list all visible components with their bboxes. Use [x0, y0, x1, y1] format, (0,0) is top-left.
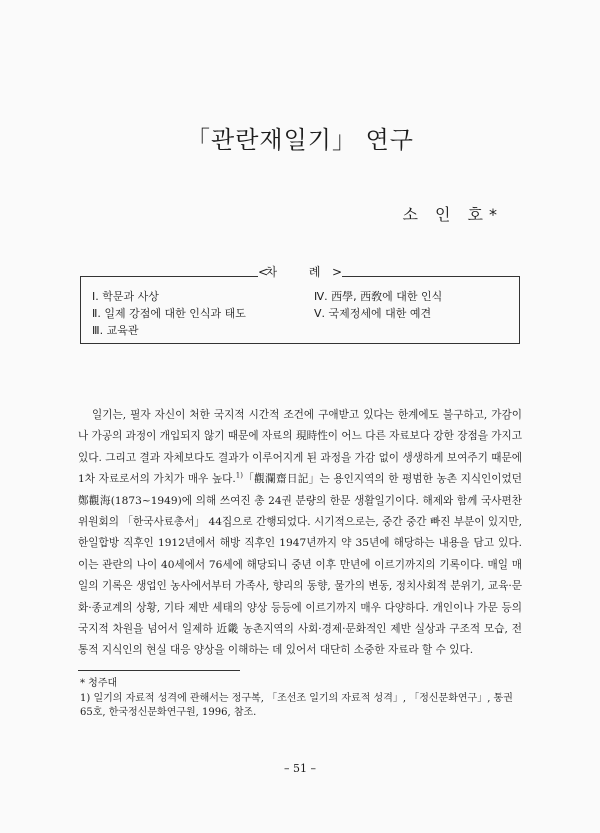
toc-item: Ⅰ. 학문과 사상 [92, 290, 159, 303]
body-text-part2: 「觀瀾齋日記」는 용인지역의 한 평범한 농촌 지식인이었던 鄭觀海(1873~1949)에 의해 쓰여진 총 24권 분량의 한문 생활일기이다. 해제와 함께 국사편찬위원회의 「한국사료총서」 44집으로 간행되었다. 시기적으로는, 중간 중간 빠진 부분이 있지만, 한일합방 직후인 1912년에서 해방 직후인 1947년까지 약 35년에 해당하는 내용을 담고 있다. 이는 관란의 나이 40세에서 76세에 해당되니 중년 이후 만년에 이르기까지의 기록이다. 매일 매일의 기록은 생업인 농사에서부터 가족사, 향리의 동향, 물가의 변동, 정치사회적 분위기, 교육·문화·종교계의 상황, 기타 제반 세태의 양상 등등에 이르기까지 매우 다양하다. 개인이나 가문 등의 국지적 차원을 넘어서 일제하 近畿 농촌지역의 사회·경제·문화적인 제반 실상과 구조적 모습, 전통적 지식인의 현실 대응 양상을 이해하는 데 있어서 대단히 소중한 자료라 할 수 있다. [78, 473, 522, 657]
toc-item: Ⅴ. 국제정세에 대한 예견 [314, 307, 432, 320]
footnote-divider [78, 670, 240, 671]
toc-item: Ⅲ. 교육관 [92, 324, 139, 337]
toc-item: Ⅳ. 西學, 西敎에 대한 인식 [314, 290, 443, 303]
body-paragraph [78, 405, 522, 662]
author-name: 소 인 호* [402, 205, 503, 224]
footnote-1: 1) 일기의 자료적 성격에 관해서는 정구복, 「조선조 일기의 자료적 성격」, 「정신문화연구」, 통권 65호, 한국정신문화연구원, 1996, 참조. [80, 693, 513, 718]
footnote-reference: 1) [235, 471, 243, 480]
page-title: 「관란재일기」 연구 [186, 126, 414, 154]
toc-left-column [92, 288, 246, 339]
toc-right-column [314, 288, 442, 322]
body-text-part1: 일기는, 필자 자신이 처한 국지적 시간적 조건에 구애받고 있다는 한계에도 불구하고, 가감이나 가공의 과정이 개입되지 않기 때문에 자료의 現時性이 어느 다른 자료보다 강한 장점을 가지고 있다. 그리고 결과 자체보다도 결과가 이루어지게 된 과정을 가감 없이 생생하게 보여주기 때문에 1차 자료로서의 가치가 매우 높다. [78, 409, 522, 486]
toc-item: Ⅱ. 일제 강점에 대한 인식과 태도 [92, 307, 246, 320]
page-number: – 51 – [284, 762, 316, 775]
toc-label: < 차 례 > [258, 262, 342, 282]
author-affiliation-note: * 청주대 [80, 678, 118, 689]
